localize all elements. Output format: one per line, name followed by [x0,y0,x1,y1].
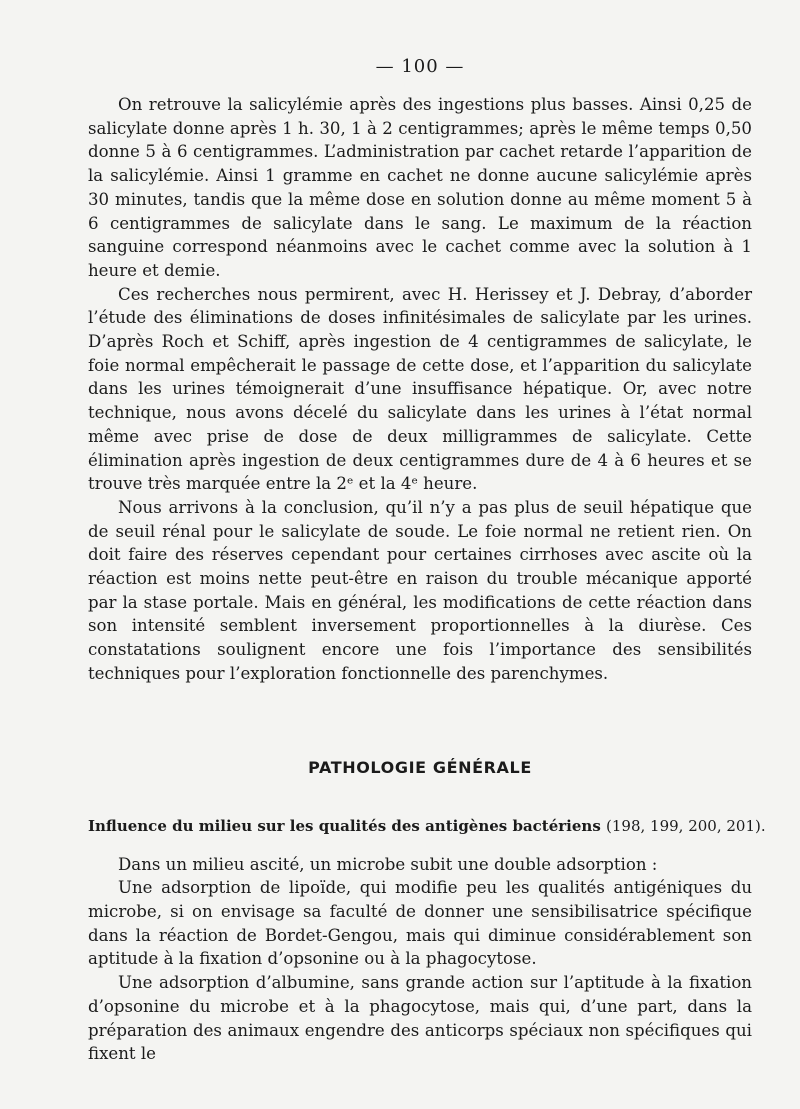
subsection-title [88,816,766,835]
paragraph-double-adsorption: Dans un milieu ascité, un microbe subit une double adsorption : [118,854,658,874]
subsection-title-text: Influence du milieu sur les qualités des antigènes bactériens [88,816,601,835]
paragraph-eliminations: Ces recherches nous permirent, avec H. Herissey et J. Debray, d’aborder l’étude des éliminations de doses infinitésimales de salicylate par les urines. D’après Roch et Schiff, après ingestion de 4 centigrammes de salicylate, le foie normal empêcherait le passage de cette dose, et l’apparition du salicylate dans les urines témoignerait d’une insuffisance hépatique. Or, avec notre technique, nous avons décelé du salicylate dans les urines à l’état normal même avec prise de dose de deux milligrammes de salicylate. Cette élimination après ingestion de deux centigrammes dure de 4 à 6 heures et se trouve très marquée entre la 2ᵉ et la 4ᵉ heure. [88,284,752,494]
paragraph-albumine: Une adsorption d’albumine, sans grande action sur l’aptitude à la fixation d’opsonine du microbe et à la phagocytose, mais qui, d’une part, dans la préparation des animaux engendre des anticorps spéciaux non spécifiques qui fixent le [88,973,752,1064]
paragraph-lipoide: Une adsorption de lipoïde, qui modifie peu les qualités antigéniques du microbe, si on envisage sa faculté de donner une sensibilisatrice spécifique dans la réaction de Bordet-Gengou, mais qui diminue considérablement son aptitude à la fixation d’opsonine ou à la phagocytose. [88,878,752,969]
paragraph-conclusion: Nous arrivons à la conclusion, qu’il n’y a pas plus de seuil hépatique que de seuil rénal pour le salicylate de soude. Le foie normal ne retient rien. On doit faire des réserves cependant pour certaines cirrhoses avec ascite où la réaction est moins nette peut-être en raison du trouble mécanique apporté par la stase portale. Mais en général, les modifications de cette réaction dans son intensité semblent inversement proportionnelles à la diurèse. Ces constatations soulignent encore une fois l’importance des sensibilités techniques pour l’exploration fonctionnelle des parenchymes. [88,497,752,683]
paragraph-salicylemie: On retrouve la salicylémie après des ingestions plus basses. Ainsi 0,25 de salicylate donne après 1 h. 30, 1 à 2 centigrammes; après le même temps 0,50 donne 5 à 6 centigrammes. L’administration par cachet retarde l’apparition de la salicylémie. Ainsi 1 gramme en cachet ne donne aucune salicylémie après 30 minutes, tandis que la même dose en solution donne au même moment 5 à 6 centigrammes de salicylate dans le sang. Le maximum de la réaction sanguine correspond néanmoins avec le cachet comme avec la solution à 1 heure et demie. [88,95,752,280]
page-number: — 100 — [375,56,465,77]
section-title: PATHOLOGIE GÉNÉRALE [308,757,532,777]
subsection-references: (198, 199, 200, 201). [606,816,766,835]
